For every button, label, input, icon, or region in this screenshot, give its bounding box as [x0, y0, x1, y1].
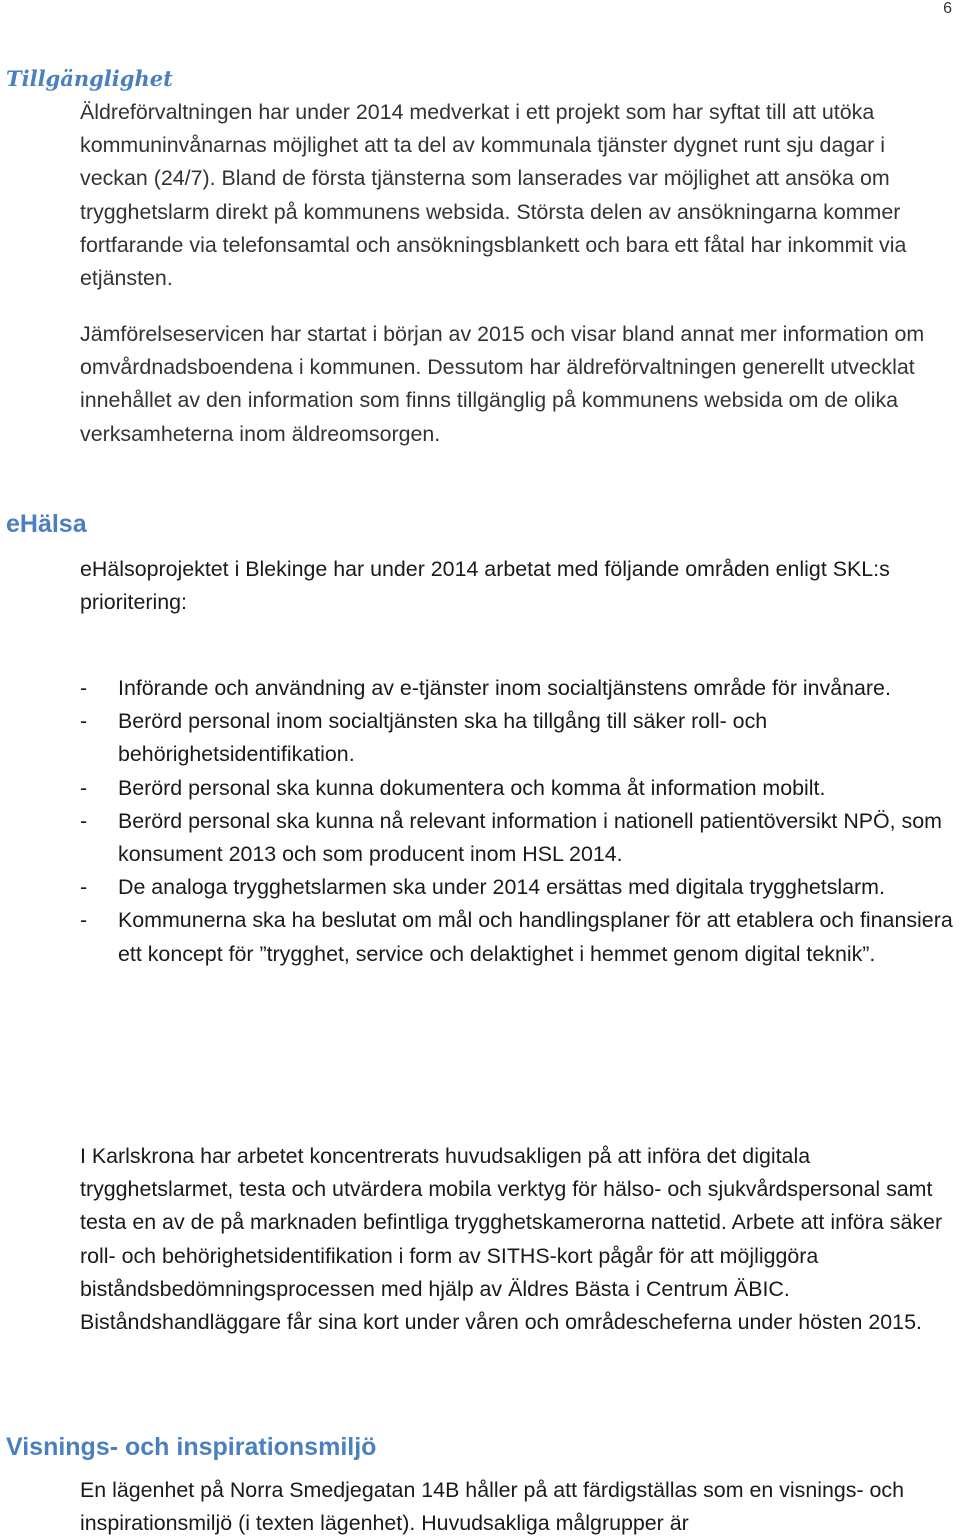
section-heading-ehalsa: eHälsa — [6, 510, 87, 538]
list-item — [80, 772, 955, 805]
ehalsa-priority-list — [80, 672, 955, 971]
list-bullet-dash: - — [80, 775, 88, 800]
list-item-text: Berörd personal inom socialtjänsten ska ha tillgång till säker roll- och behörighetsidentifikation. — [118, 709, 768, 767]
list-item — [80, 904, 955, 970]
list-bullet-dash: - — [80, 908, 88, 933]
paragraph-ehalsa-intro: eHälsoprojektet i Blekinge har under 2014 arbetat med följande områden enligt SKL:s prioritering: — [80, 557, 890, 615]
list-item-text: Införande och användning av e-tjänster inom socialtjänstens område för invånare. — [118, 676, 891, 700]
section-heading-tillganglighet: Tillgänglighet — [6, 66, 173, 91]
section-heading-visnings: Visnings- och inspirationsmiljö — [6, 1433, 377, 1461]
list-bullet-dash: - — [80, 709, 88, 734]
page-number: 6 — [943, 0, 952, 17]
list-item — [80, 871, 955, 904]
list-bullet-dash: - — [80, 875, 88, 900]
paragraph-karlskrona: I Karlskrona har arbetet koncentrerats huvudsakligen på att införa det digitala trygghetslarmet, testa och utvärdera mobila verktyg för hälso- och sjukvårdspersonal samt testa en av de på marknaden befintliga trygghetskamerorna nattetid. Arbete att införa säker roll- och behörighetsidentifikation i form av SITHS-kort pågår för att möjliggöra biståndsbedömningsprocessen med hjälp av Äldres Bästa i Centrum ÄBIC. Biståndshandläggare får sina kort under våren och områdescheferna under hösten 2015. — [80, 1144, 943, 1335]
list-bullet-dash: - — [80, 676, 88, 700]
paragraph-visnings: En lägenhet på Norra Smedjegatan 14B håller på att färdigställas som en visnings- och inspirationsmiljö (i texten lägenhet). Huvudsakliga målgrupper är — [80, 1478, 905, 1536]
list-item-text: Berörd personal ska kunna nå relevant information i nationell patientöversikt NPÖ, som konsument 2013 och som producent inom HSL 2014. — [118, 808, 942, 867]
paragraph-tillganglighet-projekt: Äldreförvaltningen har under 2014 medverkat i ett projekt som har syftat till att utöka kommuninvånarnas möjlighet att ta del av kommunala tjänster dygnet runt sju dagar i veckan (24/7). Bland de första tjänsterna som lanserades var möjlighet att ansöka om trygghetslarm direkt på kommunens websida. Största delen av ansökningarna kommer fortfarande via telefonsamtal och ansökningsblankett och bara ett fåtal har inkommit via etjänsten. — [80, 100, 907, 291]
paragraph-jamforelseservicen: Jämförelseservicen har startat i början av 2015 och visar bland annat mer information om omvårdnadsboendena i kommunen. Dessutom har äldreförvaltningen generellt utvecklat innehållet av den information som finns tillgänglig på kommunens websida om de olika verksamheterna inom äldreomsorgen. — [80, 322, 925, 446]
list-item — [80, 705, 955, 771]
list-bullet-dash: - — [80, 808, 88, 833]
list-item — [80, 672, 955, 705]
list-item-text: Kommunerna ska ha beslutat om mål och handlingsplaner för att etablera och finansiera ett koncept för ”trygghet, service och delaktighet i hemmet genom digital teknik”. — [118, 908, 953, 966]
list-item-text: De analoga trygghetslarmen ska under 2014 ersättas med digitala trygghetslarm. — [118, 875, 885, 900]
list-item-text: Berörd personal ska kunna dokumentera och komma åt information mobilt. — [118, 775, 826, 800]
list-item — [80, 805, 955, 871]
